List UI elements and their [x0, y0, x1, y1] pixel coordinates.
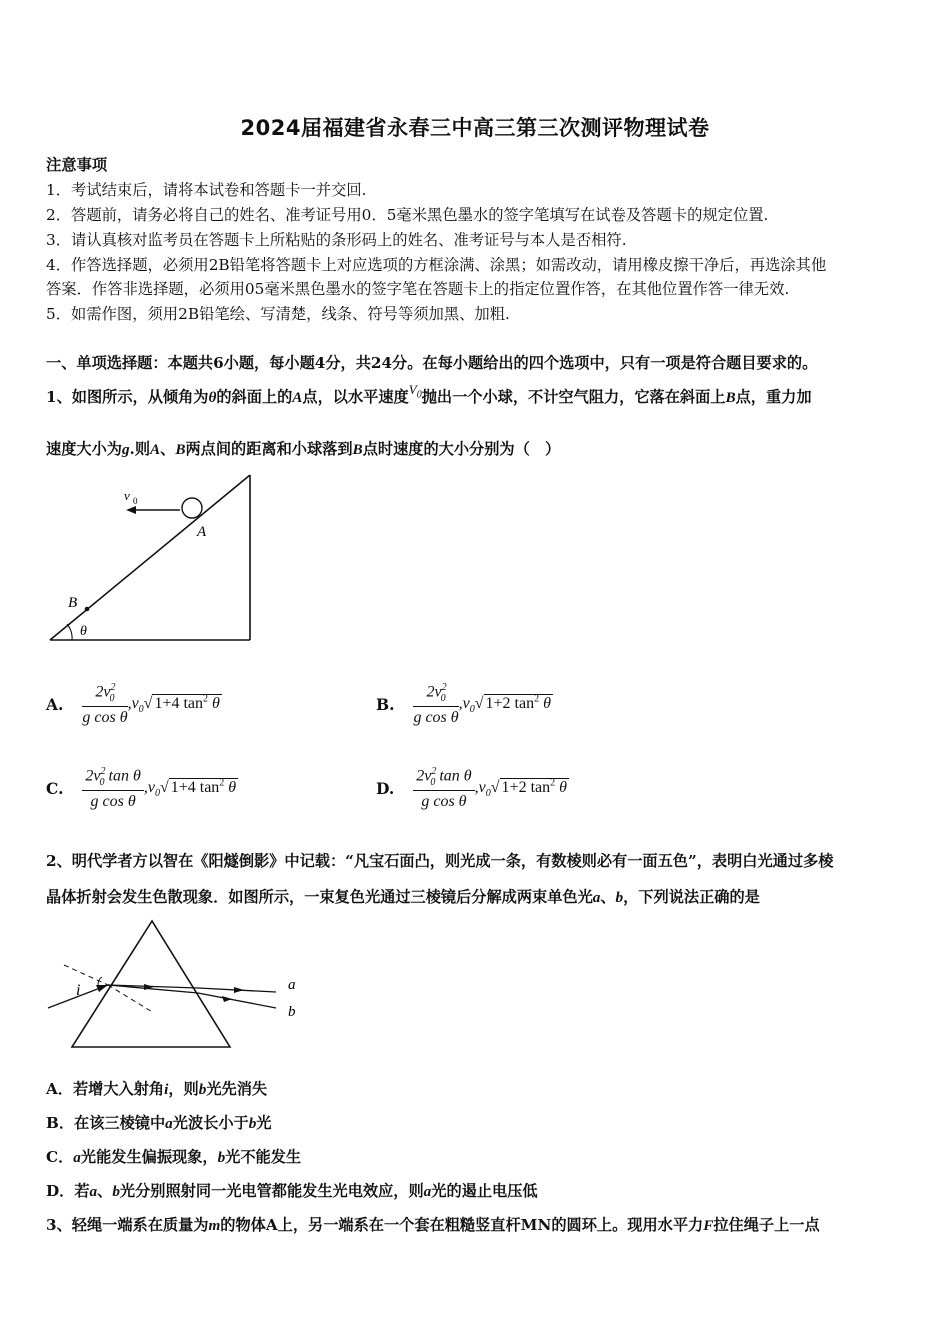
q1-line1: 1、如图所示，从倾角为θ的斜面上的A点，以水平速度$V_0$抛出一个小球，不计空气阻力，它落在斜面上B点，重力加 — [46, 382, 812, 406]
q2-option-b[interactable]: B．在该三棱镜中a光波长小于b光 — [46, 1114, 272, 1132]
q2-line2: 晶体折射会发生色散现象．如图所示，一束复色光通过三棱镜后分解成两束单色光a、b，下列说法正确的是 — [46, 888, 760, 906]
ball-icon — [182, 498, 202, 518]
q1-option-a[interactable]: A. $\frac{2v^2_0}{\text{g cos θ}}$ $,v_0√$ 1+4 $\tan^2 \theta$ — [46, 682, 220, 726]
page-title: 2024届福建省永春三中高三第三次测评物理试卷 — [240, 116, 710, 140]
notice-item-2: 2．答题前，请务必将自己的姓名、准考证号用0．5毫米黑色墨水的签字笔填写在试卷及答题卡的规定位置. — [46, 206, 769, 224]
fig-a-label: a — [288, 977, 296, 993]
q1-option-d[interactable]: D. $\frac{2v^2_0 \tan \theta}{\text{g cos θ}}$ $,v_0√$ 1+2 $\tan^2 \theta$ — [376, 766, 567, 810]
fig-B-label: B — [68, 595, 78, 611]
q2-option-a[interactable]: A．若增大入射角i，则b光先消失 — [46, 1080, 268, 1098]
q1-option-b[interactable]: B. $\frac{2v^2_0}{\text{g cos θ}}$ $,v_0√$ 1+2 $\tan^2 \theta$ — [376, 682, 551, 726]
q2-prism-figure — [44, 915, 314, 1055]
notice-item-1: 1．考试结束后，请将本试卷和答题卡一并交回. — [46, 181, 367, 199]
fig-A-label: A — [197, 524, 207, 540]
q2-option-d[interactable]: D．若a、b光分别照射同一光电管都能发生光电效应，则a光的遏止电压低 — [46, 1182, 538, 1200]
fig-theta-label: θ — [80, 624, 87, 639]
q1-line2: 速度大小为g.则A、B两点间的距离和小球落到B点时速度的大小分别为（ ） — [46, 440, 561, 458]
q3-line1: 3、轻绳一端系在质量为m的物体A上，另一端系在一个套在粗糙竖直杆MN的圆环上。现用水平力F拉住绳子上一点 — [46, 1216, 820, 1234]
q2-option-c[interactable]: C．a光能发生偏振现象，b光不能发生 — [46, 1148, 302, 1166]
fig-v0-label: v — [124, 488, 130, 503]
notice-item-3: 3．请认真核对监考员在答题卡上所粘贴的条形码上的姓名、准考证号与本人是否相符. — [46, 231, 627, 249]
fig-b-label: b — [288, 1004, 296, 1020]
section-heading: 一、单项选择题：本题共6小题，每小题4分，共24分。在每小题给出的四个选项中，只有一项是符合题目要求的。 — [46, 354, 818, 372]
q1-option-c[interactable]: C. $\frac{2v^2_0 \tan \theta}{\text{g cos θ}}$ $,v_0√$ 1+4 $\tan^2 \theta$ — [46, 766, 237, 810]
fig-v0-sub: 0 — [133, 496, 138, 506]
fig-i-label: i — [76, 982, 81, 999]
notice-heading: 注意事项 — [46, 156, 108, 174]
notice-item-4-cont: 答案．作答非选择题，必须用05毫米黑色墨水的签字笔在答题卡上的指定位置作答，在其他位置作答一律无效. — [46, 280, 790, 298]
q2-line1: 2、明代学者方以智在《阳燧倒影》中记载：“凡宝石面凸，则光成一条，有数棱则必有一面五色”，表明白光通过多棱 — [46, 852, 834, 870]
notice-item-5: 5．如需作图，须用2B铅笔绘、写清楚，线条、符号等须加黑、加粗. — [46, 305, 510, 323]
notice-item-4: 4．作答选择题，必须用2B铅笔将答题卡上对应选项的方框涂满、涂黑；如需改动，请用橡皮擦干净后，再选涂其他 — [46, 256, 827, 274]
q1-incline-figure — [40, 470, 270, 650]
